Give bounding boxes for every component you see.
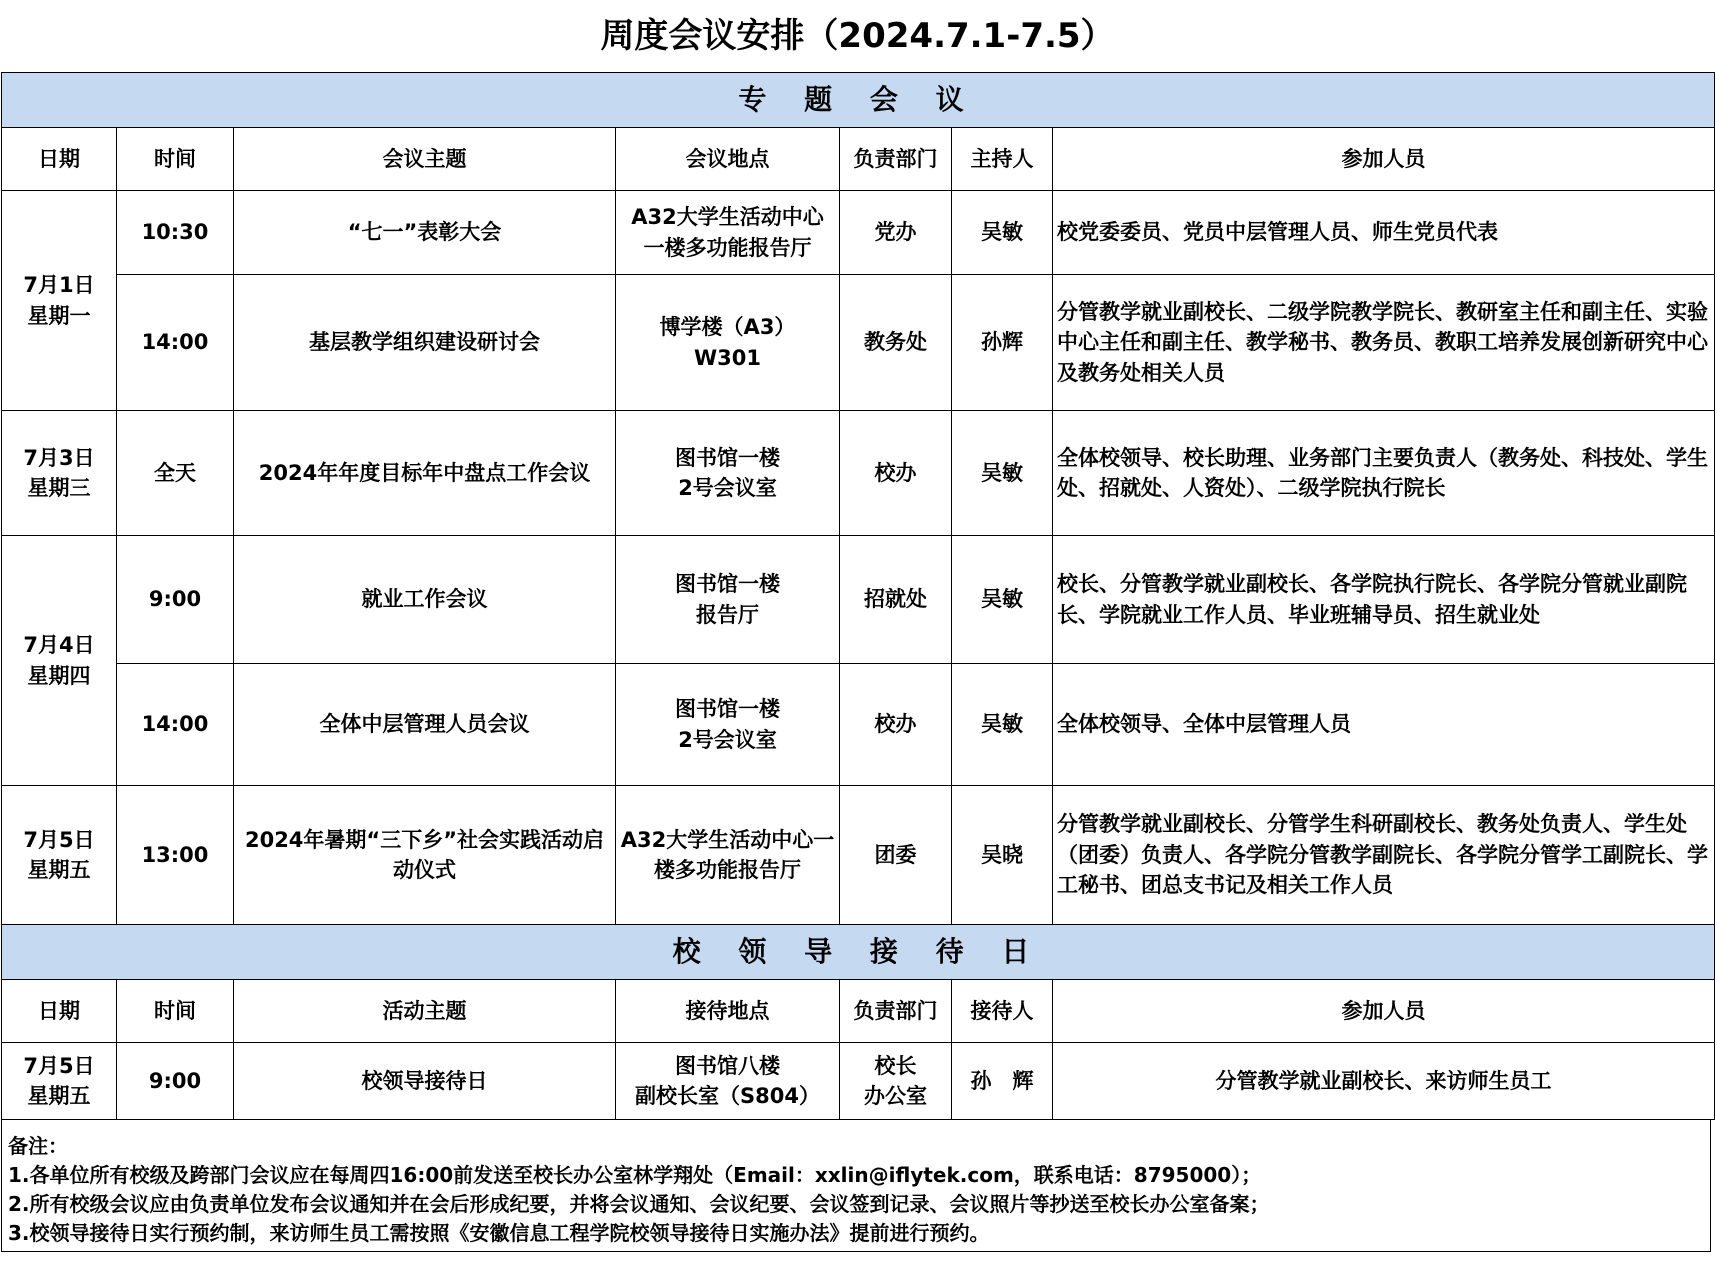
topic-cell: 全体中层管理人员会议: [234, 664, 616, 786]
date-cell: [2, 411, 117, 536]
weekday-label: 星期五: [27, 858, 91, 882]
col-header-date: 日期: [2, 128, 117, 191]
reception-column-headers: [2, 980, 1715, 1043]
place-line: A32大学生活动中心一: [620, 827, 835, 852]
col-header-topic: 会议主题: [234, 128, 616, 191]
time-cell: 13:00: [117, 786, 234, 925]
col-header-time: 时间: [117, 980, 234, 1043]
notes-section: [1, 1120, 1711, 1252]
date-cell: [2, 191, 117, 411]
dept-cell: 教务处: [840, 275, 952, 411]
reception-heading: 校 领 导 接 待 日: [2, 925, 1715, 980]
place-line: 图书馆一楼: [675, 445, 780, 470]
place-line: 一楼多功能报告厅: [643, 235, 812, 260]
place-line: 副校长室（S804）: [635, 1084, 820, 1108]
date-label: 7月5日: [23, 827, 95, 852]
host-cell: 孙辉: [952, 275, 1053, 411]
topic-cell: 基层教学组织建设研讨会: [234, 275, 616, 411]
date-label: 7月1日: [23, 273, 95, 298]
col-header-attendees: 参加人员: [1053, 128, 1715, 191]
col-header-host: 接待人: [952, 980, 1053, 1043]
attendees-cell: 分管教学就业副校长、来访师生员工: [1053, 1043, 1715, 1120]
reception-section-header: [2, 925, 1715, 980]
place-line: 2号会议室: [678, 727, 777, 752]
col-header-time: 时间: [117, 128, 234, 191]
col-header-attendees: 参加人员: [1053, 980, 1715, 1043]
host-cell: 吴晓: [952, 786, 1053, 925]
place-line: A32大学生活动中心: [631, 205, 824, 230]
place-line: 图书馆八楼: [675, 1053, 780, 1078]
table-row: [2, 1043, 1715, 1120]
date-cell: [2, 1043, 117, 1120]
time-cell: 9:00: [117, 1043, 234, 1120]
dept-cell: [840, 1043, 952, 1120]
host-cell: 吴敏: [952, 411, 1053, 536]
col-header-dept: 负责部门: [840, 128, 952, 191]
host-cell: 吴敏: [952, 536, 1053, 664]
time-cell: 全天: [117, 411, 234, 536]
col-header-dept: 负责部门: [840, 980, 952, 1043]
dept-line: 办公室: [864, 1084, 927, 1108]
date-label: 7月3日: [23, 445, 95, 470]
table-row: [2, 411, 1715, 536]
dept-cell: 招就处: [840, 536, 952, 664]
meetings-column-headers: [2, 128, 1715, 191]
place-line: 楼多功能报告厅: [654, 858, 801, 882]
weekday-label: 星期一: [27, 303, 91, 328]
dept-cell: 党办: [840, 191, 952, 275]
schedule-table: [1, 72, 1715, 1120]
topic-cell: 校领导接待日: [234, 1043, 616, 1120]
weekday-label: 星期四: [27, 663, 91, 688]
place-line: 图书馆一楼: [675, 572, 780, 597]
time-cell: 14:00: [117, 275, 234, 411]
dept-cell: 团委: [840, 786, 952, 925]
place-cell: [616, 191, 840, 275]
date-label: 7月5日: [23, 1053, 95, 1078]
place-cell: [616, 786, 840, 925]
meetings-heading: 专 题 会 议: [2, 73, 1715, 128]
host-cell: 吴敏: [952, 664, 1053, 786]
attendees-cell: 校党委委员、党员中层管理人员、师生党员代表: [1053, 191, 1715, 275]
time-cell: 10:30: [117, 191, 234, 275]
date-cell: [2, 786, 117, 925]
attendees-cell: 全体校领导、全体中层管理人员: [1053, 664, 1715, 786]
table-row: [2, 275, 1715, 411]
col-header-topic: 活动主题: [234, 980, 616, 1043]
weekday-label: 星期三: [27, 476, 91, 500]
topic-cell: “七一”表彰大会: [234, 191, 616, 275]
date-cell: [2, 536, 117, 786]
note-item: 3.校领导接待日实行预约制，来访师生员工需按照《安徽信息工程学院校领导接待日实施办法》提前进行预约。: [8, 1221, 990, 1245]
topic-cell: 2024年年度目标年中盘点工作会议: [234, 411, 616, 536]
place-line: 2号会议室: [678, 476, 777, 500]
dept-cell: 校办: [840, 664, 952, 786]
meetings-section-header: [2, 73, 1715, 128]
table-row: [2, 664, 1715, 786]
place-cell: [616, 536, 840, 664]
time-cell: 14:00: [117, 664, 234, 786]
note-item: 1.各单位所有校级及跨部门会议应在每周四16:00前发送至校长办公室林学翔处（Email：xxlin@iflytek.com，联系电话：8795000）；: [8, 1163, 1262, 1187]
time-cell: 9:00: [117, 536, 234, 664]
place-line: W301: [694, 345, 761, 370]
place-line: 报告厅: [696, 602, 759, 627]
place-cell: [616, 411, 840, 536]
place-cell: [616, 1043, 840, 1120]
attendees-cell: 全体校领导、校长助理、业务部门主要负责人（教务处、科技处、学生处、招就处、人资处）、二级学院执行院长: [1053, 411, 1715, 536]
table-row: [2, 191, 1715, 275]
col-header-place: 会议地点: [616, 128, 840, 191]
host-cell: 吴敏: [952, 191, 1053, 275]
place-line: 博学楼（A3）: [659, 315, 796, 340]
place-cell: [616, 275, 840, 411]
date-label: 7月4日: [23, 633, 95, 658]
attendees-cell: 校长、分管教学就业副校长、各学院执行院长、各学院分管就业副院长、学院就业工作人员、毕业班辅导员、招生就业处: [1053, 536, 1715, 664]
notes-label: 备注：: [8, 1134, 68, 1158]
place-line: 图书馆一楼: [675, 697, 780, 722]
attendees-cell: 分管教学就业副校长、分管学生科研副校长、教务处负责人、学生处（团委）负责人、各学院分管教学副院长、各学院分管学工副院长、学工秘书、团总支书记及相关工作人员: [1053, 786, 1715, 925]
col-header-date: 日期: [2, 980, 117, 1043]
col-header-host: 主持人: [952, 128, 1053, 191]
attendees-cell: 分管教学就业副校长、二级学院教学院长、教研室主任和副主任、实验中心主任和副主任、教学秘书、教务员、教职工培养发展创新研究中心及教务处相关人员: [1053, 275, 1715, 411]
col-header-place: 接待地点: [616, 980, 840, 1043]
note-item: 2.所有校级会议应由负责单位发布会议通知并在会后形成纪要，并将会议通知、会议纪要、会议签到记录、会议照片等抄送至校长办公室备案；: [8, 1192, 1270, 1216]
host-cell: 孙 辉: [952, 1043, 1053, 1120]
page-title: 周度会议安排（2024.7.1-7.5）: [600, 16, 1115, 56]
place-cell: [616, 664, 840, 786]
topic-cell: 就业工作会议: [234, 536, 616, 664]
topic-cell: 2024年暑期“三下乡”社会实践活动启动仪式: [234, 786, 616, 925]
dept-cell: 校办: [840, 411, 952, 536]
dept-line: 校长: [874, 1053, 917, 1078]
table-row: [2, 536, 1715, 664]
weekday-label: 星期五: [27, 1084, 91, 1108]
table-row: [2, 786, 1715, 925]
